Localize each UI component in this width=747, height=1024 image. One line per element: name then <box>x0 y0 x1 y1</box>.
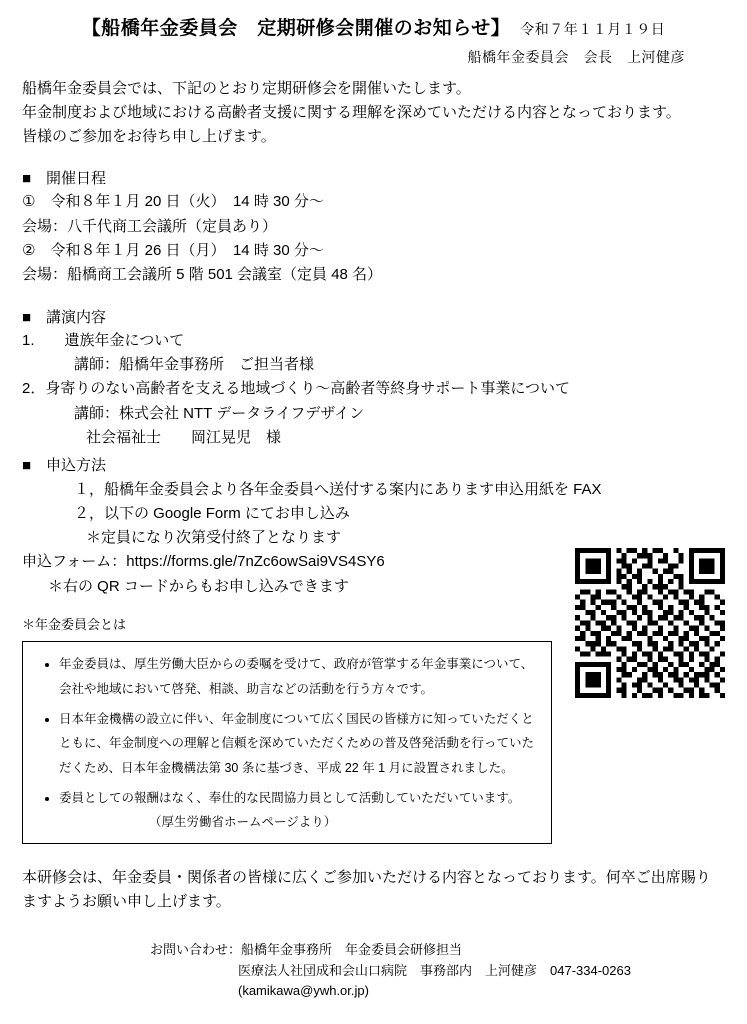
apply-method-2: ２，以下の Google Form にてお申し込み <box>74 504 350 522</box>
lecture-heading: ■ 講演内容 <box>22 308 107 326</box>
intro-paragraph <box>22 77 725 149</box>
about-bullet-list <box>33 652 541 835</box>
issuer-line: 船橋年金委員会 会長 上河健彦 <box>467 49 685 66</box>
about-box <box>22 641 552 844</box>
contact-line-1: お問い合わせ：船橋年金事務所 年金委員会研修担当 <box>150 941 463 957</box>
spacer <box>22 288 725 302</box>
apply-note: ＊定員になり次第受付終了となります <box>86 529 342 547</box>
contact-block <box>22 940 725 1002</box>
document-date: 令和７年１１月１９日 <box>520 21 666 37</box>
apply-heading: ■ 申込方法 <box>22 457 107 475</box>
apply-qr-note: ＊右の QR コードからもお申し込みできます <box>48 577 349 595</box>
page-title: 【船橋年金委員会 定期研修会開催のお知らせ】 <box>81 18 511 39</box>
qr-code-icon[interactable] <box>575 548 725 698</box>
lecture-item-1: 1. 遺族年金について <box>22 331 185 349</box>
schedule-item-1: ① 令和８年１月 20 日（火） 14 時 30 分〜 <box>22 193 324 211</box>
about-label: ＊年金委員会とは <box>22 617 127 633</box>
list-item-text: 委員としての報酬はなく、奉仕的な民間協力員として活動していただいています。 <box>59 791 521 806</box>
apply-form-link[interactable]: 申込フォーム：https://forms.gle/7nZc6owSai9VS4SY6 <box>22 553 385 571</box>
schedule-venue-1: 会場：八千代商工会議所（定員あり） <box>22 217 278 235</box>
list-item: • 年金委員は、厚生労働大臣からの委嘱を受けて、政府が管掌する年金事業について、会社や地域において啓発、相談、助言などの活動を行う方々です。 <box>59 652 541 701</box>
list-item: • 日本年金機構の設立に伴い、年金制度について広く国民の皆様方に知っていただくとともに、年金制度への理解と信頼を深めていただくための普及啓発活動を行っていただくため、日本年金機構法第 30 条に基づき、平成 22 年 1 月に設置されました。 <box>59 707 541 780</box>
lecture-item-1-speaker: 講師：船橋年金事務所 ご担当者様 <box>74 356 315 374</box>
list-item <box>59 786 541 835</box>
about-source: （厚生労働省ホームページより） <box>149 815 337 830</box>
spacer <box>22 149 725 163</box>
contact-line-2: 医療法人社団成和会山口病院 事務部内 上河健彦 047-334-0263 <box>238 962 631 978</box>
intro-line-2: 年金制度および地域における高齢者支援に関する理解を深めていただける内容となっております。 <box>22 104 681 122</box>
intro-line-3: 皆様のご参加をお待ち申し上げます。 <box>22 128 276 146</box>
document-header <box>22 14 725 43</box>
schedule-item-2: ② 令和８年１月 26 日（月） 14 時 30 分〜 <box>22 241 324 259</box>
intro-line-1: 船橋年金委員会では、下記のとおり定期研修会を開催いたします。 <box>22 80 471 98</box>
apply-method-1: １，船橋年金委員会より各年金委員へ送付する案内にあります申込用紙を FAX <box>74 480 602 498</box>
schedule-venue-2: 会場：船橋商工会議所 5 階 501 会議室（定員 48 名） <box>22 266 383 284</box>
schedule-heading: ■ 開催日程 <box>22 170 107 188</box>
lecture-item-2: 2．身寄りのない高齢者を支える地域づくり〜高齢者等終身サポート事業について <box>22 380 571 398</box>
contact-line-3[interactable]: (kamikawa@ywh.or.jp) <box>238 983 369 999</box>
lecture-item-2-speaker-2: 社会福祉士 岡江晃児 様 <box>86 429 282 446</box>
lecture-item-2-speaker-1: 講師：株式会社 NTT データライフデザイン <box>74 404 365 422</box>
closing-paragraph: 本研修会は、年金委員・関係者の皆様に広くご参加いただける内容となっております。何卒ご出席賜りますようお願い申し上げます。 <box>22 868 711 910</box>
